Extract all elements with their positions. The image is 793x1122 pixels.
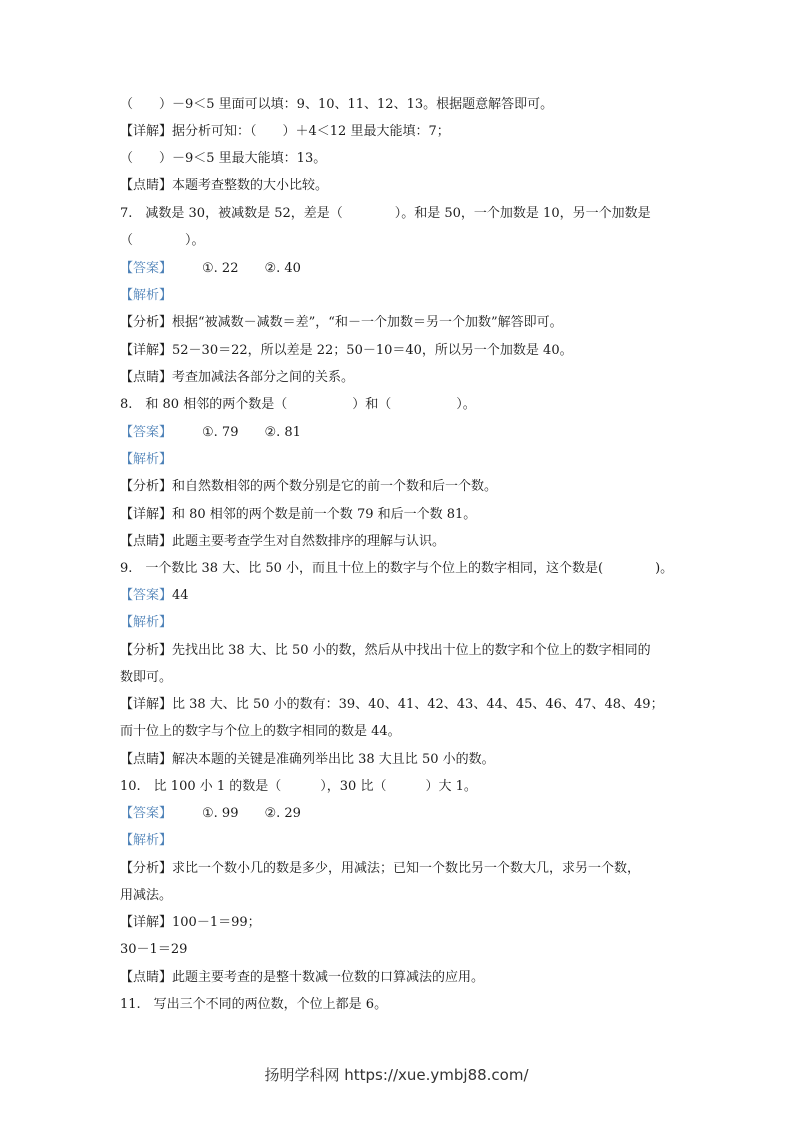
analysis-label: 【解析】 (120, 452, 173, 467)
question-7: 7. 减数是 30，被减数是 52，差是（ ）。和是 50，一个加数是 10，另一个加数是 (120, 206, 651, 221)
text-line: 【详解】52－30＝22，所以差是 22；50－10＝40，所以另一个加数是 40。 (120, 343, 573, 358)
answer-label: 【答案】 (120, 425, 173, 440)
text-line: 【分析】根据“被减数－减数＝差”，“和－一个加数＝另一个加数”解答即可。 (120, 315, 563, 330)
text-line: 【详解】和 80 相邻的两个数是前一个数 79 和后一个数 81。 (120, 507, 477, 522)
text-line: 【点睛】本题考查整数的大小比较。 (120, 178, 329, 193)
analysis-label: 【解析】 (120, 615, 173, 630)
text-line: 【详解】据分析可知：（ ）＋4＜12 里最大能填：7； (120, 124, 450, 139)
text-line: 【分析】和自然数相邻的两个数分别是它的前一个数和后一个数。 (120, 479, 498, 494)
text-line: 【分析】先找出比 38 大、比 50 小的数，然后从中找出十位上的数字和个位上的数字相同的 (120, 643, 651, 658)
answer-label: 【答案】 (120, 261, 173, 276)
analysis-label: 【解析】 (120, 833, 173, 848)
text-line: （ ）－9＜5 里最大能填：13。 (120, 151, 327, 166)
text-line: 【点睛】考查加减法各部分之间的关系。 (120, 370, 355, 385)
text-line: 【点睛】解决本题的关键是准确列举出比 38 大且比 50 小的数。 (120, 752, 495, 767)
question-9: 9. 一个数比 38 大、比 50 小，而且十位上的数字与个位上的数字相同，这个数是( )。 (120, 561, 674, 576)
answer-value: ①. 79 ②. 81 (202, 425, 301, 440)
question-8: 8. 和 80 相邻的两个数是（ ）和（ ）。 (120, 397, 476, 412)
text-line: 【点睛】此题主要考查学生对自然数排序的理解与认识。 (120, 534, 446, 549)
answer-row-q10 (120, 806, 301, 822)
footer-watermark: 扬明学科网 https://xue.ymbj88.com/ (264, 1066, 529, 1084)
answer-label: 【答案】 (120, 588, 173, 603)
question-11: 11. 写出三个不同的两位数，个位上都是 6。 (120, 997, 388, 1012)
question-10: 10. 比 100 小 1 的数是（ ），30 比（ ）大 1。 (120, 779, 477, 794)
answer-value: 44 (172, 588, 189, 603)
answer-label: 【答案】 (120, 806, 173, 821)
text-line: 【详解】100－1＝99； (120, 915, 261, 930)
text-line: 用减法。 (120, 888, 173, 903)
answer-row-q8 (120, 425, 301, 441)
text-line: 而十位上的数字与个位上的数字相同的数是 44。 (120, 724, 401, 739)
answer-row-q9 (120, 588, 189, 604)
answer-row-q7 (120, 261, 301, 277)
answer-value: ①. 22 ②. 40 (202, 261, 301, 276)
text-line: （ ）。 (120, 233, 205, 248)
text-line: 【分析】求比一个数小几的数是多少，用减法；已知一个数比另一个数大几，求另一个数， (120, 861, 641, 876)
analysis-label: 【解析】 (120, 288, 173, 303)
text-line: 【点睛】此题主要考查的是整十数减一位数的口算减法的应用。 (120, 970, 485, 985)
text-line: 数即可。 (120, 670, 173, 685)
text-line: （ ）－9＜5 里面可以填：9、10、11、12、13。根据题意解答即可。 (120, 97, 554, 112)
text-line: 30－1＝29 (120, 942, 188, 957)
answer-value: ①. 99 ②. 29 (202, 806, 301, 821)
text-line: 【详解】比 38 大、比 50 小的数有：39、40、41、42、43、44、45、46、47、48、49； (120, 697, 664, 712)
